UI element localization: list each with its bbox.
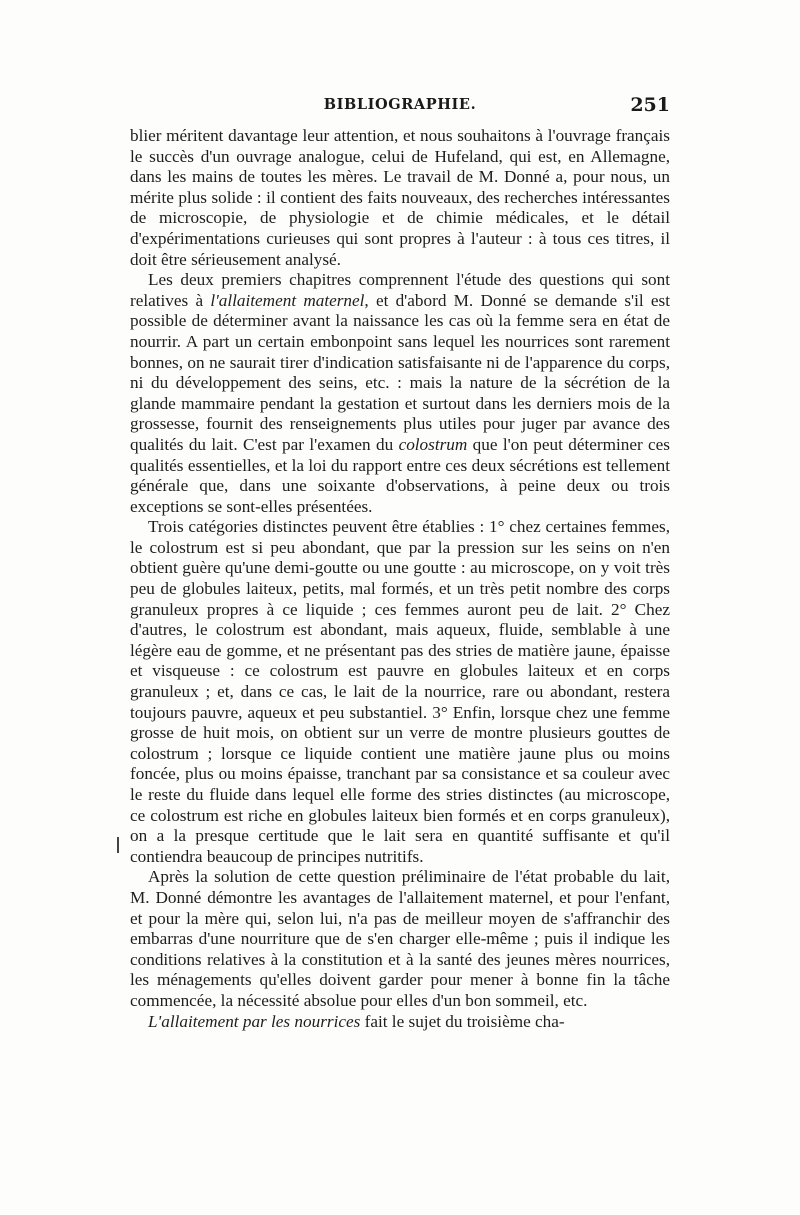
italic-term: l'allaitement maternel	[210, 290, 365, 310]
paragraph-continuation: blier méritent davantage leur attention, et nous souhaitons à l'ouvrage français le succès d'un ouvrage analogue, celui de Hufeland, qui est, en Allemagne, dans les mains de toutes les mères. Le travail de M. Donné a, pour nous, un mérite plus solide : il contient des faits nouveaux, des recherches intéressantes de microscopie, de physiologie et de chimie médicales, et le détail d'expérimentations curieuses qui sont propres à l'auteur : à tous ces titres, il doit être sérieusement analysé.	[130, 126, 670, 269]
italic-term: L'allaitement par les nourrices	[148, 1011, 361, 1031]
margin-mark	[117, 837, 119, 853]
paragraph-text: que l'on peut déterminer ces qualités essentielles, et la loi du rapport entre ces deux sécrétions est tellement générale que, dans une soixante d'observations, à peine deux ou trois exceptions se sont-elles présentées.	[130, 434, 670, 516]
page-number: 251	[630, 94, 670, 116]
paragraph-nourrices	[130, 1012, 670, 1033]
paragraph-solution: Après la solution de cette question préliminaire de l'état probable du lait, M. Donné démontre les avantages de l'allaitement maternel, et pour l'enfant, et pour la mère qui, selon lui, n'a pas de meilleur moyen de s'affranchir des embarras d'une nourriture que de s'en charger elle-même ; puis il indique les conditions relatives à la constitution et à la santé des jeunes mères nourrices, les ménagements qu'elles doivent garder pour mener à bonne fin la tâche commencée, la nécessité absolue pour elles d'un bon sommeil, etc.	[130, 867, 670, 1010]
body-text	[130, 126, 670, 1032]
running-title: BIBLIOGRAPHIE.	[323, 96, 477, 113]
paragraph-trois-categories: Trois catégories distinctes peuvent être établies : 1° chez certaines femmes, le colostrum est si peu abondant, que par la pression sur les seins on n'en obtient guère qu'une demi-goutte ou une goutte : au microscope, on y voit très peu de globules laiteux, petits, mal formés, et un très petit nombre des corps granuleux propres à ce liquide ; ces femmes auront peu de lait. 2° Chez d'autres, le colostrum est abondant, mais aqueux, fluide, semblable à une légère eau de gomme, et ne présentant pas des stries de matière jaune, épaisse et visqueuse : ce colostrum est pauvre en globules laiteux et en corps granuleux ; et, dans ce cas, le lait de la nourrice, rare ou abondant, restera toujours pauvre, aqueux et peu substantiel. 3° Enfin, lorsque chez une femme grosse de huit mois, on obtient sur un verre de montre plusieurs gouttes de colostrum ; lorsque ce liquide contient une matière jaune plus ou moins foncée, plus ou moins épaisse, tranchant par sa consistance et sa couleur avec le reste du fluide dans lequel elle forme des stries distinctes (au microscope, ce colostrum est riche en globules laiteux bien formés et en corps granuleux), on a la presque certitude que le lait sera en quantité suffisante et qu'il contiendra beaucoup de principes nutritifs.	[130, 517, 670, 866]
paragraph-text: , et d'abord M. Donné se demande s'il est possible de déterminer avant la naissance les cas où la femme sera en état de nourrir. A part un certain embonpoint sans lequel les nourrices sont rarement bonnes, on ne saurait tirer d'indication satisfaisante ni de l'apparence du corps, ni du développement des seins, etc. : mais la nature de la sécrétion de la glande mammaire pendant la gestation et surtout dans les derniers mois de la grossesse, fournit des renseignements plus utiles pour juger par avance des qualités du lait. C'est par l'examen du	[130, 290, 670, 454]
italic-term: colostrum	[398, 434, 468, 454]
paragraph-text: Les deux premiers chapitres comprennent l'étude des questions qui sont relatives à	[130, 270, 670, 310]
running-head	[130, 96, 670, 122]
paragraph-text: fait le sujet du troisième cha-	[360, 1011, 565, 1031]
paragraph-allaitement-maternel	[130, 270, 670, 517]
